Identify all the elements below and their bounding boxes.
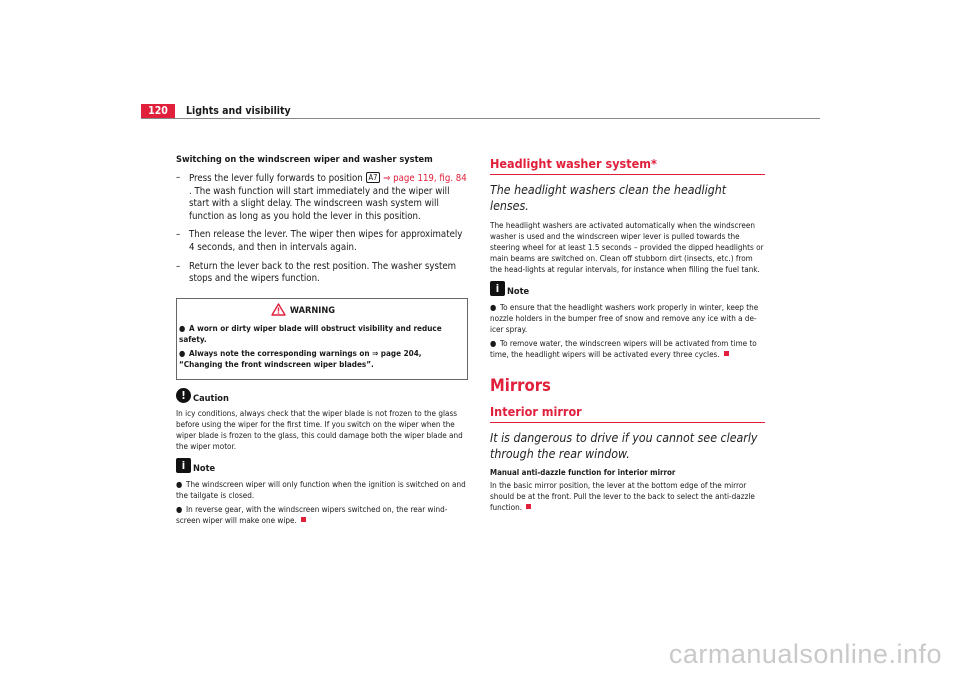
caution-text: In icy conditions, always check that the wiper blade is not frozen to the glass before using the wiper for the first time. If you switch on the wiper when the wiper blade is frozen to the glass, this could damage both the wiper blade and the wiper motor. bbox=[176, 407, 463, 451]
warning-item: ● A worn or dirty wiper blade will obstruct visibility and reduce safety. bbox=[179, 322, 442, 344]
instruction-step: – Then release the lever. The wiper then wipes for approximately 4 seconds, and then in intervals again. bbox=[176, 229, 463, 253]
headlight-body: The headlight washers are activated automatically when the windscreen washer is used and the windscreen wiper lever is pulled towards the steering wheel for at least 1.5 seconds – provided the dipped headlights or main beams are switched on. Clean off stubborn dirt (insects, etc.) from the head-lights at regular intervals, for instance when filling the fuel tank. bbox=[490, 220, 764, 274]
note-item: ● To remove water, the windscreen wipers will be activated from time to time, the headlight wipers will be activated every three cycles. bbox=[490, 338, 757, 359]
instruction-step: – Return the lever back to the rest position. The washer system stops and the wipers function. bbox=[176, 260, 457, 285]
mirrors-chapter-heading: Mirrors bbox=[490, 376, 551, 395]
note-heading: i Note bbox=[490, 281, 765, 301]
bullet-icon: ● bbox=[176, 479, 183, 489]
caution-heading: ! Caution bbox=[176, 388, 468, 408]
bullet-icon: ● bbox=[490, 339, 497, 348]
section-end-marker bbox=[526, 504, 531, 509]
warning-heading: WARNING bbox=[139, 303, 467, 321]
instruction-step: – Press the lever fully forwards to position A7 ⇒ page 119, fig. 84 . The wash function will start immediately and the wiper will start with a slight delay. The windscreen wash system will function as long as you hold the lever in this position. bbox=[176, 172, 467, 222]
note-item: ● The windscreen wiper will only function when the ignition is switched on and the tailgate is closed. bbox=[176, 478, 466, 500]
interior-mirror-heading: Interior mirror bbox=[490, 404, 765, 423]
bullet-icon: ● bbox=[179, 323, 186, 333]
dash-marker: – bbox=[176, 229, 181, 241]
right-column bbox=[490, 150, 765, 517]
note-item: ● In reverse gear, with the windscreen wipers switched on, the rear wind-screen wiper will make one wipe. bbox=[176, 503, 448, 525]
note-icon: i bbox=[176, 458, 191, 473]
caution-icon: ! bbox=[176, 388, 191, 403]
note-icon: i bbox=[490, 281, 505, 296]
section-end-marker bbox=[724, 351, 729, 356]
page-reference-link[interactable]: ⇒ page 119, fig. 84 bbox=[380, 173, 467, 184]
position-badge: A7 bbox=[366, 172, 381, 183]
running-header: Lights and visibility bbox=[186, 105, 291, 117]
page-number: 120 bbox=[141, 104, 175, 118]
headlight-intro: The headlight washers clean the headlight lenses. bbox=[490, 183, 727, 213]
site-watermark: carmanualsonline.info bbox=[668, 639, 942, 669]
warning-box bbox=[176, 298, 468, 380]
anti-dazzle-subheading: Manual anti-dazzle function for interior mirror bbox=[490, 468, 676, 477]
warning-triangle-icon bbox=[271, 303, 286, 316]
note-heading: i Note bbox=[176, 458, 468, 478]
anti-dazzle-body: In the basic mirror position, the lever at the bottom edge of the mirror should be at the front. Pull the lever to the back to select the anti-dazzle function. bbox=[490, 479, 755, 512]
interior-mirror-intro: It is dangerous to drive if you cannot see clearly through the rear window. bbox=[490, 431, 758, 461]
note-item: ● To ensure that the headlight washers work properly in winter, keep the nozzle holders in the bumper free of snow and remove any ice with a de-icer spray. bbox=[490, 302, 759, 334]
section-end-marker bbox=[301, 517, 306, 522]
headlight-washer-heading: Headlight washer system* bbox=[490, 156, 765, 175]
bullet-icon: ● bbox=[490, 303, 497, 312]
dash-marker: – bbox=[176, 172, 181, 183]
warning-item: ● Always note the corresponding warnings on ⇒ page 204, “Changing the front windscreen wiper blades”. bbox=[179, 347, 422, 369]
bullet-icon: ● bbox=[179, 348, 186, 358]
left-column bbox=[176, 150, 468, 529]
wiper-washer-subheading: Switching on the windscreen wiper and washer system bbox=[176, 154, 433, 165]
bullet-icon: ● bbox=[176, 504, 183, 514]
header-divider bbox=[141, 118, 820, 119]
dash-marker: – bbox=[176, 260, 181, 272]
